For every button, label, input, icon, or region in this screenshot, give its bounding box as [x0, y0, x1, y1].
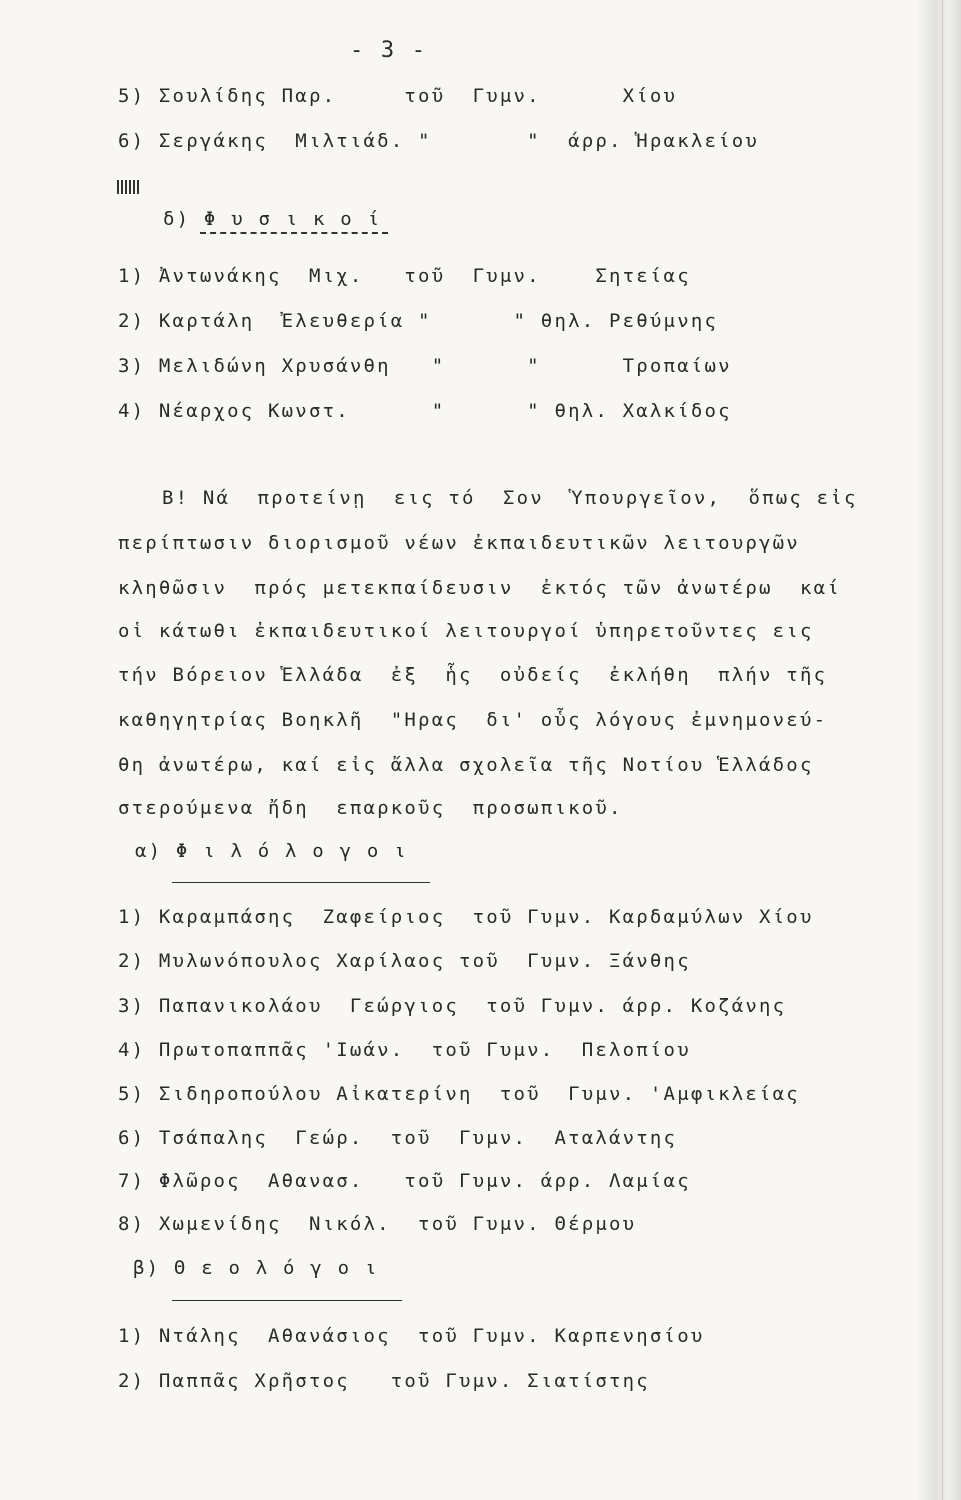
- text-line: 6) Τσάπαλης Γεώρ. τοῦ Γυμν. Αταλάντης: [118, 1127, 678, 1149]
- text-line: 4) Πρωτοπαππᾶς 'Ιωάν. τοῦ Γυμν. Πελοπίου: [118, 1039, 691, 1061]
- paragraph-line: Β! Νά προτείνῃ εις τό Σον Ὑπουργεῖον, ὅπως εἰς: [162, 487, 858, 509]
- section-heading: α) Φ ι λ ό λ ο γ ο ι: [135, 840, 408, 862]
- page-edge-line: [942, 0, 943, 1500]
- text-line: 6) Σεργάκης Μιλτιάδ. " " άρρ. Ἡρακλείου: [118, 130, 760, 152]
- text-line: 3) Παπανικολάου Γεώργιος τοῦ Γυμν. άρρ. Κοζάνης: [118, 995, 787, 1017]
- text-line: 3) Μελιδώνη Χρυσάνθη " " Τροπαίων: [118, 355, 732, 377]
- text-line: 2) Παππᾶς Χρῆστος τοῦ Γυμν. Σιατίστης: [118, 1370, 650, 1392]
- text-line: 8) Χωμενίδης Νικόλ. τοῦ Γυμν. Θέρμου: [118, 1213, 637, 1235]
- paragraph-line: θη ἀνωτέρω, καί εἰς ἄλλα σχολεῖα τῆς Νοτίου Ἑλλάδος: [118, 754, 814, 776]
- text-line: 1) Ἀντωνάκης Μιχ. τοῦ Γυμν. Σητείας: [118, 265, 691, 287]
- paragraph-line: οἱ κάτωθι ἐκπαιδευτικοί λειτουργοί ὑπηρετοῦντες εις: [118, 620, 814, 642]
- text-line: 1) Ντάλης Αθανάσιος τοῦ Γυμν. Καρπενησίου: [118, 1325, 705, 1347]
- text-line: 5) Σιδηροπούλου Αἰκατερίνη τοῦ Γυμν. 'Αμφικλείας: [118, 1083, 800, 1105]
- page-edge-shadow: [919, 0, 961, 1500]
- page-number: - 3 -: [350, 38, 428, 63]
- paragraph-line: τήν Βόρειον Ἑλλάδα ἐξ ἧς οὐδείς ἐκλήθη πλήν τῆς: [118, 664, 828, 686]
- section-heading: β) Θ ε ο λ ό γ ο ι: [133, 1257, 379, 1279]
- paragraph-line: στερούμενα ἤδη επαρκοῦς προσωπικοῦ.: [118, 797, 623, 819]
- scribble-mark: [117, 180, 141, 194]
- section-rule: [172, 1300, 402, 1301]
- text-line: 7) Φλῶρος Αθανασ. τοῦ Γυμν. άρρ. Λαμίας: [118, 1170, 691, 1192]
- text-line: 2) Μυλωνόπουλος Χαρίλαος τοῦ Γυμν. Ξάνθης: [118, 950, 691, 972]
- paragraph-line: κληθῶσιν πρός μετεκπαίδευσιν ἐκτός τῶν ἀνωτέρω καί: [118, 577, 841, 599]
- heading-underline: [200, 232, 388, 234]
- text-line: 5) Σουλίδης Παρ. τοῦ Γυμν. Χίου: [118, 85, 678, 107]
- section-heading: δ) Φ υ σ ι κ ο ί: [163, 208, 382, 230]
- text-line: 2) Καρτάλη Ἐλευθερία " " θηλ. Ρεθύμνης: [118, 310, 719, 332]
- text-line: 4) Νέαρχος Κωνστ. " " θηλ. Χαλκίδος: [118, 400, 732, 422]
- paragraph-line: καθηγητρίας Βοηκλῆ "Ηρας δι' οὗς λόγους ἐμνημονεύ-: [118, 709, 828, 731]
- paragraph-line: περίπτωσιν διορισμοῦ νέων ἐκπαιδευτικῶν λειτουργῶν: [118, 532, 800, 554]
- section-rule: [172, 882, 430, 883]
- text-line: 1) Καραμπάσης Ζαφείριος τοῦ Γυμν. Καρδαμύλων Χίου: [118, 906, 814, 928]
